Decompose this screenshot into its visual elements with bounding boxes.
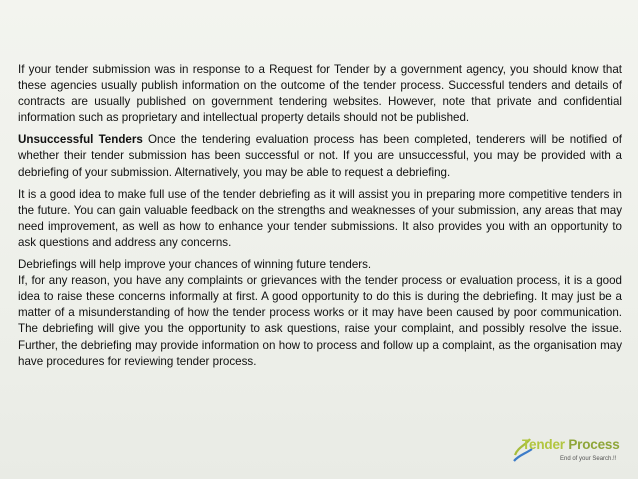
paragraph-complaints: If, for any reason, you have any complaints or grievances with the tender process or evaluation process, it is a good idea to raise these concerns informally at first. A good opportunity to do this is during the debriefing. It may just be a matter of a misunderstanding of how the tender process works or it may have been caused by poor communication. The debriefing will give you the opportunity to ask questions, raise your complaint, and possibly resolve the issue. Further, the debriefing may provide information on how to process and follow up a complaint, as the organisation may have procedures for reviewing tender process. [18,274,622,368]
unsuccessful-tenders-heading: Unsuccessful Tenders [18,133,143,147]
unsuccessful-tenders-text: Once the tendering evaluation process has been completed, tenderers will be notified of whether their tender submission has been successful or not. If you are unsuccessful, you may be provided with a debriefing of your submission. Alternatively, you may be able to request a debriefing. [18,133,622,179]
tender-process-logo [512,433,630,467]
logo-wordmark [522,437,620,452]
logo-wordmark-part2: Process [568,437,620,452]
paragraph-debriefing-benefits: It is a good idea to make full use of the tender debriefing as it will assist you in preparing more competitive tenders in the future. You can gain valuable feedback on the strengths and weaknesses of your submission, any areas that may need improvement, as well as how to enhance your tender submissions. It also provides you with an opportunity to ask questions and address any concerns. [18,187,622,249]
slide-body [18,62,622,376]
paragraph-debriefing-summary: Debriefings will help improve your chances of winning future tenders. [18,258,372,272]
paragraph-government-tenders: If your tender submission was in response to a Request for Tender by a government agency, you should know that these agencies usually publish information on the outcome of the tender process. Successful tenders and details of contracts are usually published on government tendering websites. However, note that private and confidential information such as proprietary and intellectual property details should not be published. [18,63,622,125]
logo-tagline: End of your Search.!! [560,456,617,462]
paragraph-unsuccessful-tenders [18,132,622,180]
logo-wordmark-part1: Tender [522,437,569,452]
